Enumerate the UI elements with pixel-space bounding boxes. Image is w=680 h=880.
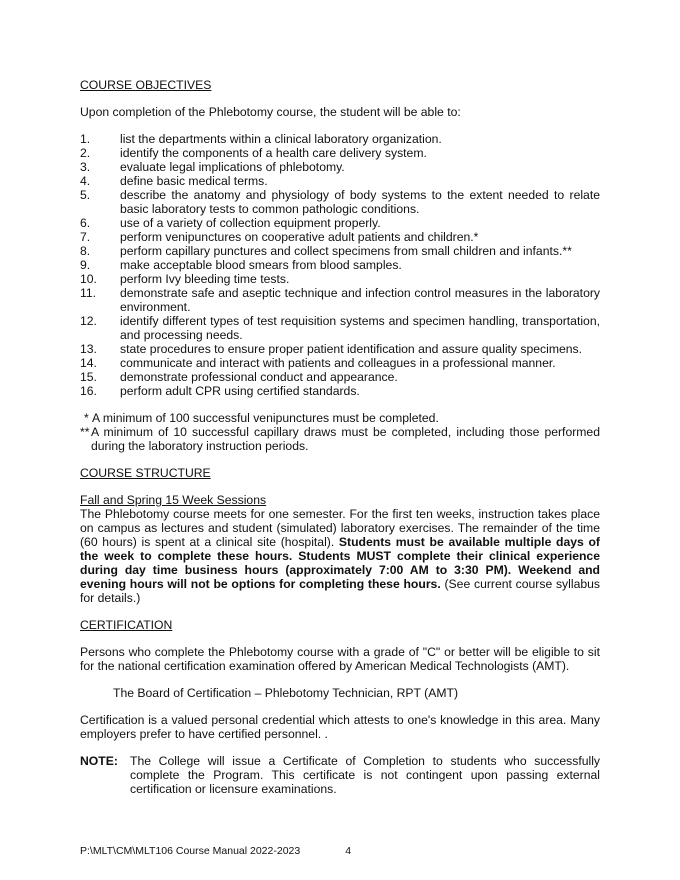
objective-number: 10.	[80, 272, 97, 286]
certification-heading: CERTIFICATION	[80, 618, 173, 632]
objective-number: 1.	[80, 132, 91, 146]
structure-text-tail: (See current course syllabus for details.)	[80, 577, 600, 605]
objective-number: 4.	[80, 174, 91, 188]
objective-number: 8.	[80, 244, 91, 258]
objective-item	[80, 272, 600, 286]
objective-number: 13.	[80, 342, 97, 356]
objective-item	[80, 258, 600, 272]
objective-number: 7.	[80, 230, 91, 244]
objective-number: 14.	[80, 356, 97, 370]
objective-item	[80, 356, 600, 370]
objectives-heading: COURSE OBJECTIVES	[80, 78, 212, 92]
objective-text: perform Ivy bleeding time tests.	[120, 272, 290, 286]
structure-text-plain: The Phlebotomy course meets for one semester. For the first ten weeks, instruction takes place on campus as lectures and student (simulated) laboratory exercises. The remainder of the time (60 hours) is spent at a clinical site (hospital).	[80, 507, 600, 549]
objective-text: perform venipunctures on cooperative adult patients and children.*	[120, 230, 479, 244]
page-number: 4	[345, 845, 352, 857]
document-page	[80, 78, 600, 796]
page-footer	[80, 844, 351, 858]
certification-board: The Board of Certification – Phlebotomy Technician, RPT (AMT)	[113, 686, 459, 700]
objective-text: define basic medical terms.	[120, 174, 268, 188]
objective-text: state procedures to ensure proper patient identification and assure quality specimens.	[120, 342, 583, 356]
objective-text: perform capillary punctures and collect specimens from small children and infants.**	[120, 244, 572, 258]
footnote-mark: *	[84, 411, 89, 425]
structure-subheading: Fall and Spring 15 Week Sessions	[80, 493, 267, 507]
objective-item	[80, 314, 600, 342]
objective-text: make acceptable blood smears from blood samples.	[120, 258, 402, 272]
objective-number: 12.	[80, 314, 97, 328]
structure-heading: COURSE STRUCTURE	[80, 466, 211, 480]
objective-item	[80, 160, 600, 174]
structure-paragraph	[80, 507, 600, 605]
objective-item	[80, 286, 600, 314]
objective-number: 6.	[80, 216, 91, 230]
footnote-mark: **	[80, 425, 90, 439]
objective-text: evaluate legal implications of phlebotomy.	[120, 160, 345, 174]
objective-text: demonstrate professional conduct and appearance.	[120, 370, 398, 384]
objective-number: 9.	[80, 258, 91, 272]
objective-item	[80, 174, 600, 188]
note-text: The College will issue a Certificate of Completion to students who successfully complete the Program. This certificate is not contingent upon passing external certification or licensure examinations.	[130, 754, 600, 796]
objective-text: identify different types of test requisition systems and specimen handling, transportation, and processing needs.	[120, 314, 600, 342]
objective-text: list the departments within a clinical laboratory organization.	[120, 132, 442, 146]
objective-item	[80, 132, 600, 146]
footnote-venipuncture	[80, 411, 600, 425]
objective-text: describe the anatomy and physiology of body systems to the extent needed to relate basic laboratory tests to common pathologic conditions.	[120, 188, 600, 216]
objective-number: 11.	[80, 286, 97, 300]
objective-text: demonstrate safe and aseptic technique and infection control measures in the laboratory environment.	[120, 286, 600, 314]
certification-paragraph: Persons who complete the Phlebotomy course with a grade of "C" or better will be eligible to sit for the national certification examination offered by American Medical Technologists (AMT).	[80, 645, 600, 673]
footer-path: P:\MLT\CM\MLT106 Course Manual 2022-2023	[80, 845, 301, 857]
objective-number: 5.	[80, 188, 91, 202]
objective-item	[80, 342, 600, 356]
objective-number: 2.	[80, 146, 91, 160]
objective-text: use of a variety of collection equipment properly.	[120, 216, 381, 230]
objective-text: communicate and interact with patients and colleagues in a professional manner.	[120, 356, 556, 370]
objective-number: 16.	[80, 384, 97, 398]
objective-item	[80, 230, 600, 244]
certification-value-paragraph: Certification is a valued personal credential which attests to one's knowledge in this area. Many employers prefer to have certified personnel. .	[80, 713, 600, 741]
objective-item	[80, 188, 600, 216]
structure-text-bold: Students must be available multiple days of the week to complete these hours. Students MUST complete their clinical experience during day time business hours (approximately 7:00 AM to 3:30 PM). Weekend and evening hours will not be options for completing these hours.	[80, 535, 600, 591]
objective-number: 3.	[80, 160, 91, 174]
objectives-list	[80, 132, 600, 398]
objectives-footnotes	[80, 411, 600, 453]
footnote-text: A minimum of 100 successful venipunctures must be completed.	[92, 411, 439, 425]
objective-item	[80, 244, 600, 258]
objective-text: identify the components of a health care delivery system.	[120, 146, 427, 160]
objective-item	[80, 384, 600, 398]
objective-text: perform adult CPR using certified standards.	[120, 384, 360, 398]
footnote-capillary	[80, 425, 600, 453]
note-label: NOTE:	[80, 754, 118, 768]
objectives-intro: Upon completion of the Phlebotomy course, the student will be able to:	[80, 105, 461, 119]
certificate-note	[80, 754, 600, 796]
objective-item	[80, 370, 600, 384]
footnote-text: A minimum of 10 successful capillary draws must be completed, including those performed during the laboratory instruction periods.	[91, 425, 600, 453]
objective-number: 15.	[80, 370, 97, 384]
objective-item	[80, 216, 600, 230]
objective-item	[80, 146, 600, 160]
